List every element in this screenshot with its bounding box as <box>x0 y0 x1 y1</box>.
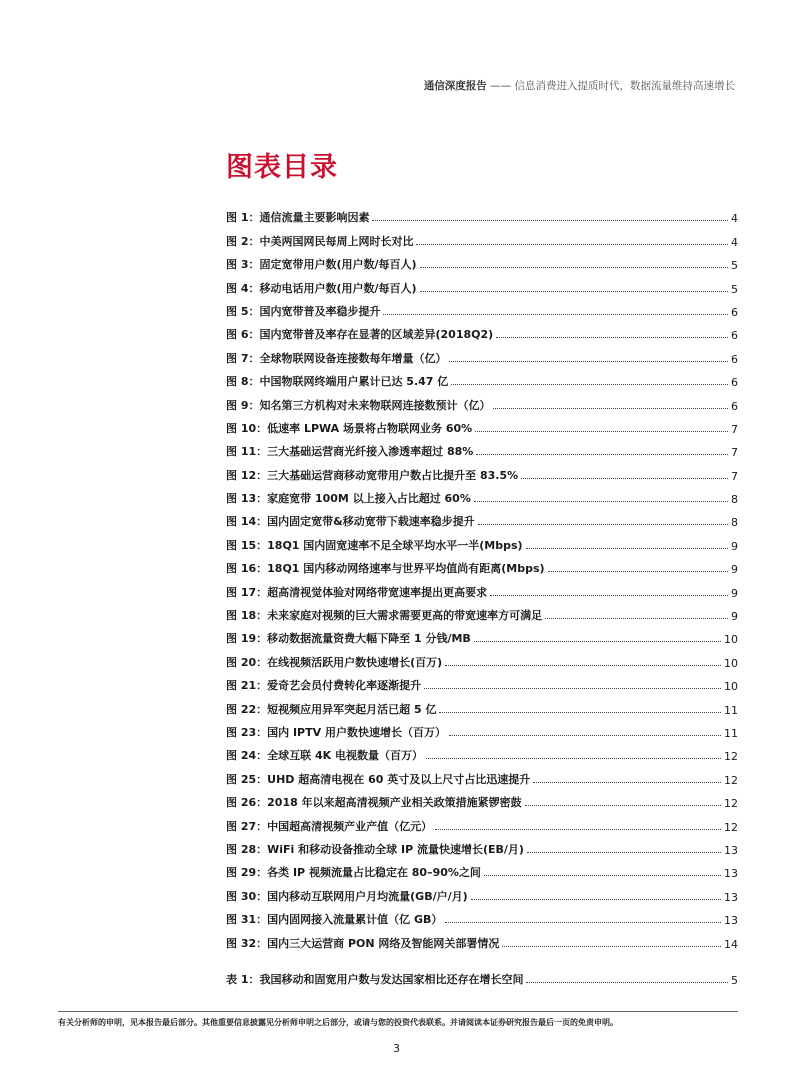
toc-entry-label: 图 26：2018 年以来超高清视频产业相关政策措施紧锣密鼓 <box>226 796 522 810</box>
toc-entry-label: 图 19：移动数据流量资费大幅下降至 1 分钱/MB <box>226 632 471 646</box>
toc-entry-label: 图 9：知名第三方机构对未来物联网连接数预计（亿） <box>226 398 491 412</box>
toc-entry-page: 5 <box>731 259 738 273</box>
toc-entry[interactable] <box>226 483 738 506</box>
toc-entry[interactable] <box>226 202 738 225</box>
toc-entry-page: 7 <box>731 446 738 460</box>
toc-entry[interactable] <box>226 319 738 342</box>
toc-entry[interactable] <box>226 693 738 716</box>
toc-dot-leader <box>449 361 728 362</box>
toc-dot-leader <box>474 501 728 502</box>
toc-entry[interactable] <box>226 342 738 365</box>
toc-entry-label: 图 17：超高清视觉体验对网络带宽速率提出更高要求 <box>226 585 488 599</box>
toc-entry-label: 图 2：中美两国网民每周上网时长对比 <box>226 234 414 248</box>
toc-entry-label: 图 15：18Q1 国内固宽速率不足全球平均水平一半(Mbps) <box>226 538 523 552</box>
toc-entry-page: 13 <box>724 914 738 928</box>
toc-entry-label: 图 7：全球物联网设备连接数每年增量（亿） <box>226 351 447 365</box>
toc-entry[interactable] <box>226 225 738 248</box>
toc-dot-leader <box>435 829 721 830</box>
toc-dot-leader <box>451 384 728 385</box>
toc-dot-leader <box>426 758 721 759</box>
toc-entry-page: 9 <box>731 586 738 600</box>
toc-entry[interactable] <box>226 553 738 576</box>
toc-dot-leader <box>476 454 728 455</box>
toc-dot-leader <box>527 852 721 853</box>
toc-entry-page: 6 <box>731 376 738 390</box>
toc-entry-label: 图 28：WiFi 和移动设备推动全球 IP 流量快速增长(EB/月) <box>226 842 524 856</box>
toc-entry[interactable] <box>226 717 738 740</box>
toc-entry-page: 12 <box>724 797 738 811</box>
toc-entry[interactable] <box>226 249 738 272</box>
toc-entry-label: 图 14：国内固定宽带&移动宽带下载速率稳步提升 <box>226 515 475 529</box>
toc-dot-leader <box>420 291 728 292</box>
toc-entry-label: 图 22：短视频应用异军突起月活已超 5 亿 <box>226 702 437 716</box>
toc-dot-leader <box>502 946 721 947</box>
toc-entry-page: 10 <box>724 656 738 670</box>
toc-entry[interactable] <box>226 623 738 646</box>
toc-entry-label: 图 1：通信流量主要影响因素 <box>226 211 370 225</box>
toc-entry-label: 图 31：国内固网接入流量累计值（亿 GB） <box>226 913 443 927</box>
toc-entry-label: 图 12：三大基础运营商移动宽带用户数占比提升至 83.5% <box>226 468 519 482</box>
toc-entry[interactable] <box>226 366 738 389</box>
toc-entry-page: 12 <box>724 750 738 764</box>
toc-entry-page: 9 <box>731 539 738 553</box>
toc-dot-leader <box>471 899 721 900</box>
toc-dot-leader <box>439 712 721 713</box>
toc-dot-leader <box>383 314 728 315</box>
toc-dot-leader <box>474 641 721 642</box>
toc-entry-page: 11 <box>724 726 738 740</box>
toc-entry-label: 图 30：国内移动互联网用户月均流量(GB/户/月) <box>226 889 468 903</box>
toc-dot-leader <box>493 408 728 409</box>
toc-entry-page: 8 <box>731 516 738 530</box>
toc-entry-label: 图 20：在线视频活跃用户数快速增长(百万) <box>226 655 443 669</box>
toc-entry-label: 图 10：低速率 LPWA 场景将占物联网业务 60% <box>226 421 473 435</box>
toc-entry-page: 9 <box>731 610 738 624</box>
toc-entry-page: 5 <box>731 974 738 988</box>
toc-dot-leader <box>526 548 728 549</box>
toc-entry-label: 图 8：中国物联网终端用户累计已达 5.47 亿 <box>226 375 449 389</box>
toc-entry[interactable] <box>226 506 738 529</box>
toc-entry-page: 13 <box>724 890 738 904</box>
footer-disclaimer: 有关分析师的申明，见本报告最后部分。其他重要信息披露见分析师申明之后部分，或请与您的投资代表联系。并请阅读本证券研究报告最后一页的免责申明。 <box>58 1018 618 1027</box>
toc-entry[interactable] <box>226 810 738 833</box>
toc-dot-leader <box>445 665 721 666</box>
toc-dot-leader <box>525 805 721 806</box>
toc-entry-label: 表 1：我国移动和固宽用户数与发达国家相比还存在增长空间 <box>226 973 524 987</box>
page-title: 图表目录 <box>226 152 338 183</box>
footer-divider <box>58 1011 738 1012</box>
toc-entry[interactable] <box>226 740 738 763</box>
toc-entry[interactable] <box>226 576 738 599</box>
toc-entry[interactable] <box>226 436 738 459</box>
toc-dot-leader <box>496 337 728 338</box>
header-subtitle: 信息消费进入提质时代，数据流量维持高速增长 <box>514 80 735 92</box>
toc-entry[interactable] <box>226 529 738 552</box>
toc-entry[interactable] <box>226 389 738 412</box>
toc-entry[interactable] <box>226 834 738 857</box>
toc-entry-page: 13 <box>724 843 738 857</box>
toc-entry-page: 13 <box>724 867 738 881</box>
toc-dot-leader <box>445 922 721 923</box>
toc-dot-leader <box>484 875 721 876</box>
page-number: 3 <box>393 1042 400 1055</box>
toc-entry-page: 10 <box>724 633 738 647</box>
toc-entry[interactable] <box>226 927 738 950</box>
toc-entry-page: 7 <box>731 469 738 483</box>
toc-dot-leader <box>533 782 721 783</box>
toc-entry[interactable] <box>226 964 738 987</box>
toc-entry[interactable] <box>226 670 738 693</box>
toc-dot-leader <box>478 524 728 525</box>
toc-entry-page: 6 <box>731 352 738 366</box>
toc-entry-label: 图 6：国内宽带普及率存在显著的区域差异(2018Q2) <box>226 328 494 342</box>
toc-entry-page: 11 <box>724 703 738 717</box>
toc-dot-leader <box>490 595 728 596</box>
toc-entry-label: 图 29：各类 IP 视频流量占比稳定在 80–90%之间 <box>226 866 481 880</box>
toc-dot-leader <box>416 244 728 245</box>
toc-entry-page: 12 <box>724 820 738 834</box>
toc-dot-leader <box>424 688 721 689</box>
toc-entry[interactable] <box>226 296 738 319</box>
header-separator: —— <box>490 80 512 92</box>
toc-entry-label: 图 3：固定宽带用户数(用户数/每百人) <box>226 258 417 272</box>
toc-entry[interactable] <box>226 857 738 880</box>
toc-dot-leader <box>521 478 728 479</box>
toc-entry-page: 8 <box>731 493 738 507</box>
toc-entry-page: 6 <box>731 329 738 343</box>
toc-entry-label: 图 4：移动电话用户数(用户数/每百人) <box>226 281 417 295</box>
table-list <box>226 964 738 987</box>
toc-entry-page: 5 <box>731 282 738 296</box>
toc-entry[interactable] <box>226 763 738 786</box>
toc-entry-label: 图 21：爱奇艺会员付费转化率逐渐提升 <box>226 679 422 693</box>
toc-entry-page: 4 <box>731 235 738 249</box>
toc-dot-leader <box>372 220 728 221</box>
toc-entry-label: 图 13：家庭宽带 100M 以上接入占比超过 60% <box>226 492 471 506</box>
toc-dot-leader <box>475 431 728 432</box>
toc-entry[interactable] <box>226 413 738 436</box>
toc-entry-page: 7 <box>731 422 738 436</box>
toc-entry-label: 图 18：未来家庭对视频的巨大需求需要更高的带宽速率方可满足 <box>226 609 543 623</box>
toc-entry-page: 6 <box>731 399 738 413</box>
toc-entry-page: 9 <box>731 563 738 577</box>
toc-entry[interactable] <box>226 272 738 295</box>
toc-entry-page: 6 <box>731 305 738 319</box>
toc-entry-label: 图 25：UHD 超高清电视在 60 英寸及以上尺寸占比迅速提升 <box>226 772 531 786</box>
header-report-type: 通信深度报告 <box>423 80 487 92</box>
toc-entry-page: 14 <box>724 937 738 951</box>
toc-entry-label: 图 32：国内三大运营商 PON 网络及智能网关部署情况 <box>226 936 500 950</box>
toc-entry-page: 4 <box>731 212 738 226</box>
toc-entry-label: 图 16：18Q1 国内移动网络速率与世界平均值尚有距离(Mbps) <box>226 562 545 576</box>
toc-entry[interactable] <box>226 904 738 927</box>
toc-entry[interactable] <box>226 600 738 623</box>
toc-entry-page: 10 <box>724 680 738 694</box>
toc-dot-leader <box>449 735 721 736</box>
toc-entry[interactable] <box>226 880 738 903</box>
figure-list <box>226 202 738 951</box>
toc-entry-label: 图 24：全球互联 4K 电视数量（百万） <box>226 749 423 763</box>
running-header <box>0 78 735 93</box>
toc-entry-page: 12 <box>724 773 738 787</box>
toc-entry-label: 图 27：中国超高清视频产业产值（亿元） <box>226 819 433 833</box>
toc-entry-label: 图 11：三大基础运营商光纤接入渗透率超过 88% <box>226 445 474 459</box>
toc-entry-label: 图 5：国内宽带普及率稳步提升 <box>226 304 381 318</box>
toc-entry-label: 图 23：国内 IPTV 用户数快速增长（百万） <box>226 725 446 739</box>
toc-entry[interactable] <box>226 787 738 810</box>
toc-dot-leader <box>420 267 728 268</box>
toc-dot-leader <box>545 618 728 619</box>
toc-entry[interactable] <box>226 459 738 482</box>
toc-entry[interactable] <box>226 646 738 669</box>
toc-dot-leader <box>548 571 728 572</box>
toc-dot-leader <box>526 982 728 983</box>
